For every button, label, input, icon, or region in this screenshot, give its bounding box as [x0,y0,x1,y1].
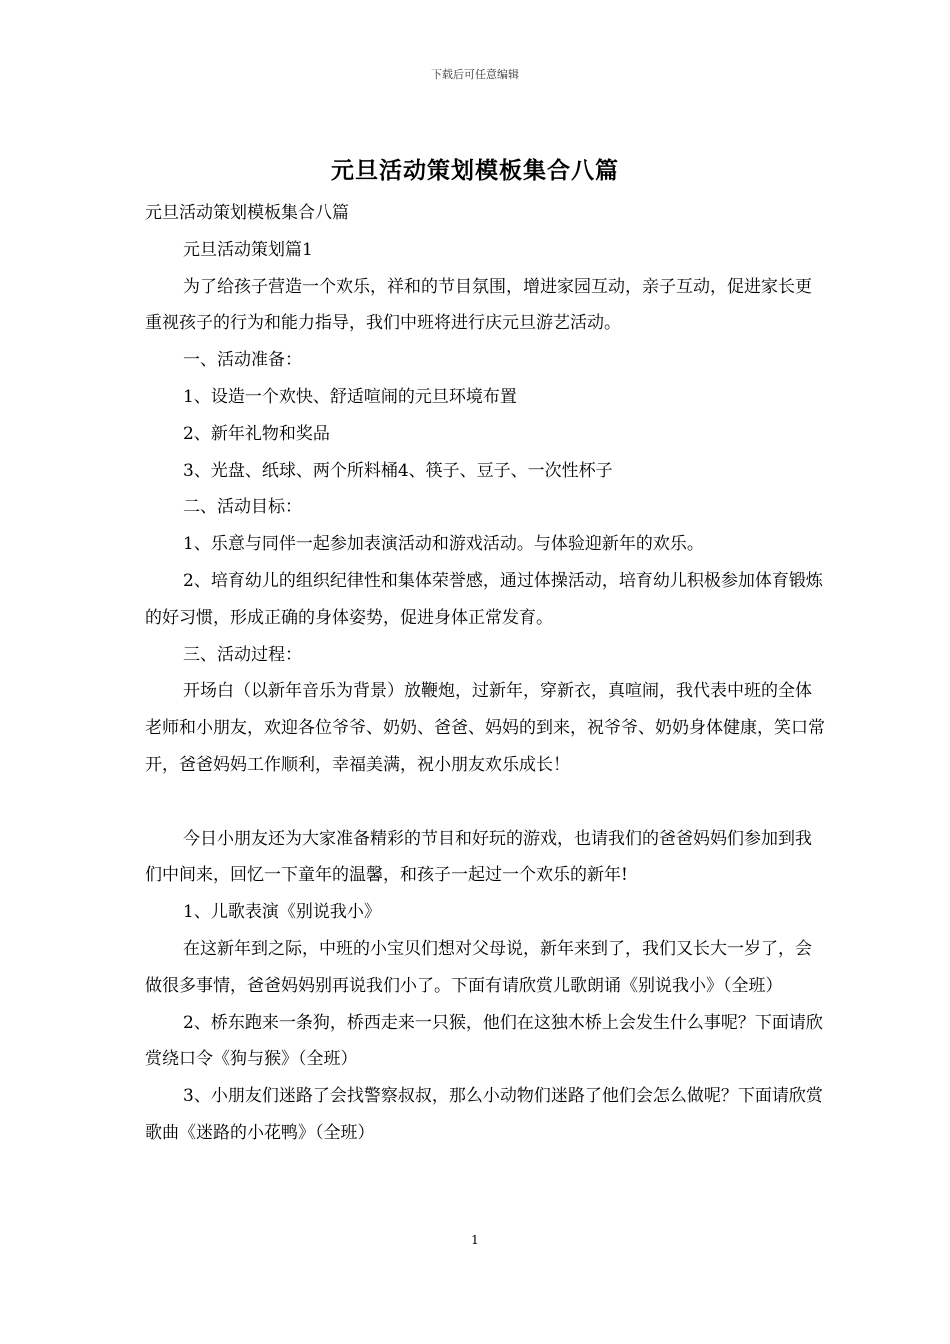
document-title: 元旦活动策划模板集合八篇 [331,157,619,184]
list-item: 2、新年礼物和奖品 [183,423,330,444]
paragraph-heading-goals: 二、活动目标： [183,497,302,518]
paragraph: 开场白（以新年音乐为背景）放鞭炮，过新年，穿新衣，真喧闹，我代表中班的全体老师和小朋友，欢迎各位爷爷、奶奶、爸爸、妈妈的到来，祝爷爷、奶奶身体健康，笑口常开，爸爸妈妈工作顺利，幸福美满，祝小朋友欢乐成长！ [145,681,825,775]
list-item: 1、设造一个欢快、舒适喧闹的元旦环境布置 [183,386,517,407]
list-item: 2、培育幼儿的组织纪律性和集体荣誉感，通过体操活动，培育幼儿积极参加体育锻炼的好习惯，形成正确的身体姿势，促进身体正常发育。 [145,570,823,628]
page-number: 1 [471,1233,479,1247]
list-item: 3、光盘、纸球、两个所料桶4、筷子、豆子、一次性杯子 [183,460,613,481]
list-item: 1、乐意与同伴一起参加表演活动和游戏活动。与体验迎新年的欢乐。 [183,534,704,555]
paragraph-section-heading: 元旦活动策划篇1 [183,239,313,260]
paragraph-heading-process: 三、活动过程： [183,644,302,665]
paragraph-subtitle: 元旦活动策划模板集合八篇 [145,203,349,223]
list-item: 1、儿歌表演《别说我小》 [183,902,381,923]
paragraph: 在这新年到之际，中班的小宝贝们想对父母说，新年来到了，我们又长大一岁了，会做很多事情，爸爸妈妈别再说我们小了。下面有请欣赏儿歌朗诵《别说我小》（全班） [145,938,812,996]
document-body [145,195,825,1152]
list-item: 3、小朋友们迷路了会找警察叔叔，那么小动物们迷路了他们会怎么做呢？下面请欣赏歌曲《迷路的小花鸭》（全班） [145,1086,823,1143]
header-note: 下载后可任意编辑 [431,68,519,81]
paragraph-heading-preparation: 一、活动准备： [183,350,302,371]
paragraph: 今日小朋友还为大家准备精彩的节目和好玩的游戏，也请我们的爸爸妈妈们参加到我们中间来，回忆一下童年的温馨，和孩子一起过一个欢乐的新年! [145,828,812,886]
list-item: 2、桥东跑来一条狗，桥西走来一只猴，他们在这独木桥上会发生什么事呢？下面请欣赏绕口令《狗与猴》（全班） [145,1012,823,1070]
blank-line [145,784,825,821]
paragraph: 为了给孩子营造一个欢乐，祥和的节目氛围，增进家园互动，亲子互动，促进家长更重视孩子的行为和能力指导，我们中班将进行庆元旦游艺活动。 [145,276,812,334]
